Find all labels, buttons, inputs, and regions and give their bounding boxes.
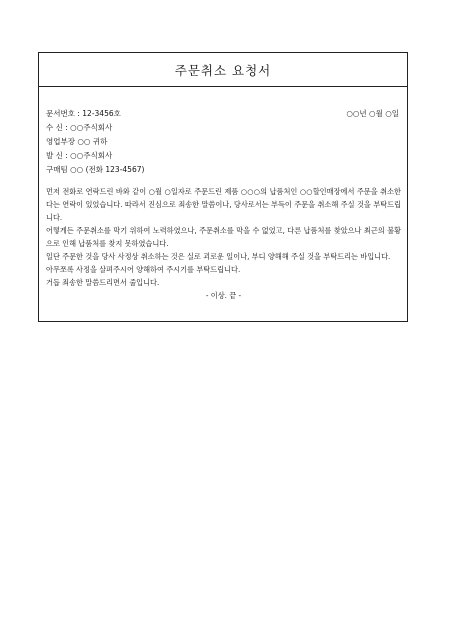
body-paragraph: 어떻게든 주문취소를 막기 위하여 노력하였으나, 주문취소를 막을 수 없었고, 다른 납품처를 찾았으나 최근의 불황으로 인해 납품처를 찾지 못하였습니다. bbox=[46, 226, 401, 248]
sender-dept-row bbox=[46, 163, 399, 177]
title-divider bbox=[39, 86, 407, 87]
doc-number: 문서번호 : 12-3456호 bbox=[46, 109, 121, 118]
attention: 영업부장 ○○ 귀하 bbox=[46, 137, 108, 146]
body-paragraph: 아무쪼록 사정을 살펴주시어 양해하여 주시기를 부탁드립니다. bbox=[46, 265, 241, 274]
closing-line: - 이상. 끝 - bbox=[205, 291, 242, 300]
document-body bbox=[46, 185, 401, 302]
sender: 발 신 : ○○주식회사 bbox=[46, 151, 113, 160]
body-paragraph: 거듭 죄송한 말씀드리면서 줄입니다. bbox=[46, 278, 160, 287]
body-paragraph: 일단 주문한 것을 당사 사정상 취소하는 것은 실로 괴로운 일이나, 부디 양해해 주실 것을 부탁드리는 바입니다. bbox=[46, 252, 391, 261]
document-title: 주문취소 요청서 bbox=[174, 63, 272, 78]
recipient: 수 신 : ○○주식회사 bbox=[46, 123, 113, 132]
sender-row bbox=[46, 149, 399, 163]
body-paragraph: 먼저 전화로 연락드린 바와 같이 ○월 ○일자로 주문드린 제품 ○○○의 납품처인 ○○할인매장에서 주문을 취소한다는 연락이 있었습니다. 따라서 진심으로 죄송한 말씀이나, 당사로서는 부득이 주문을 취소해 주실 것을 부탁드립니다. bbox=[46, 187, 401, 222]
document-date: ○○년 ○월 ○일 bbox=[346, 109, 399, 118]
sender-dept: 구매팀 ○○ (전화 123-4567) bbox=[46, 165, 145, 174]
doc-number-row bbox=[46, 107, 399, 121]
recipient-row bbox=[46, 121, 399, 135]
document-header-info bbox=[46, 107, 399, 177]
order-cancellation-document bbox=[38, 52, 408, 322]
attention-row bbox=[46, 135, 399, 149]
